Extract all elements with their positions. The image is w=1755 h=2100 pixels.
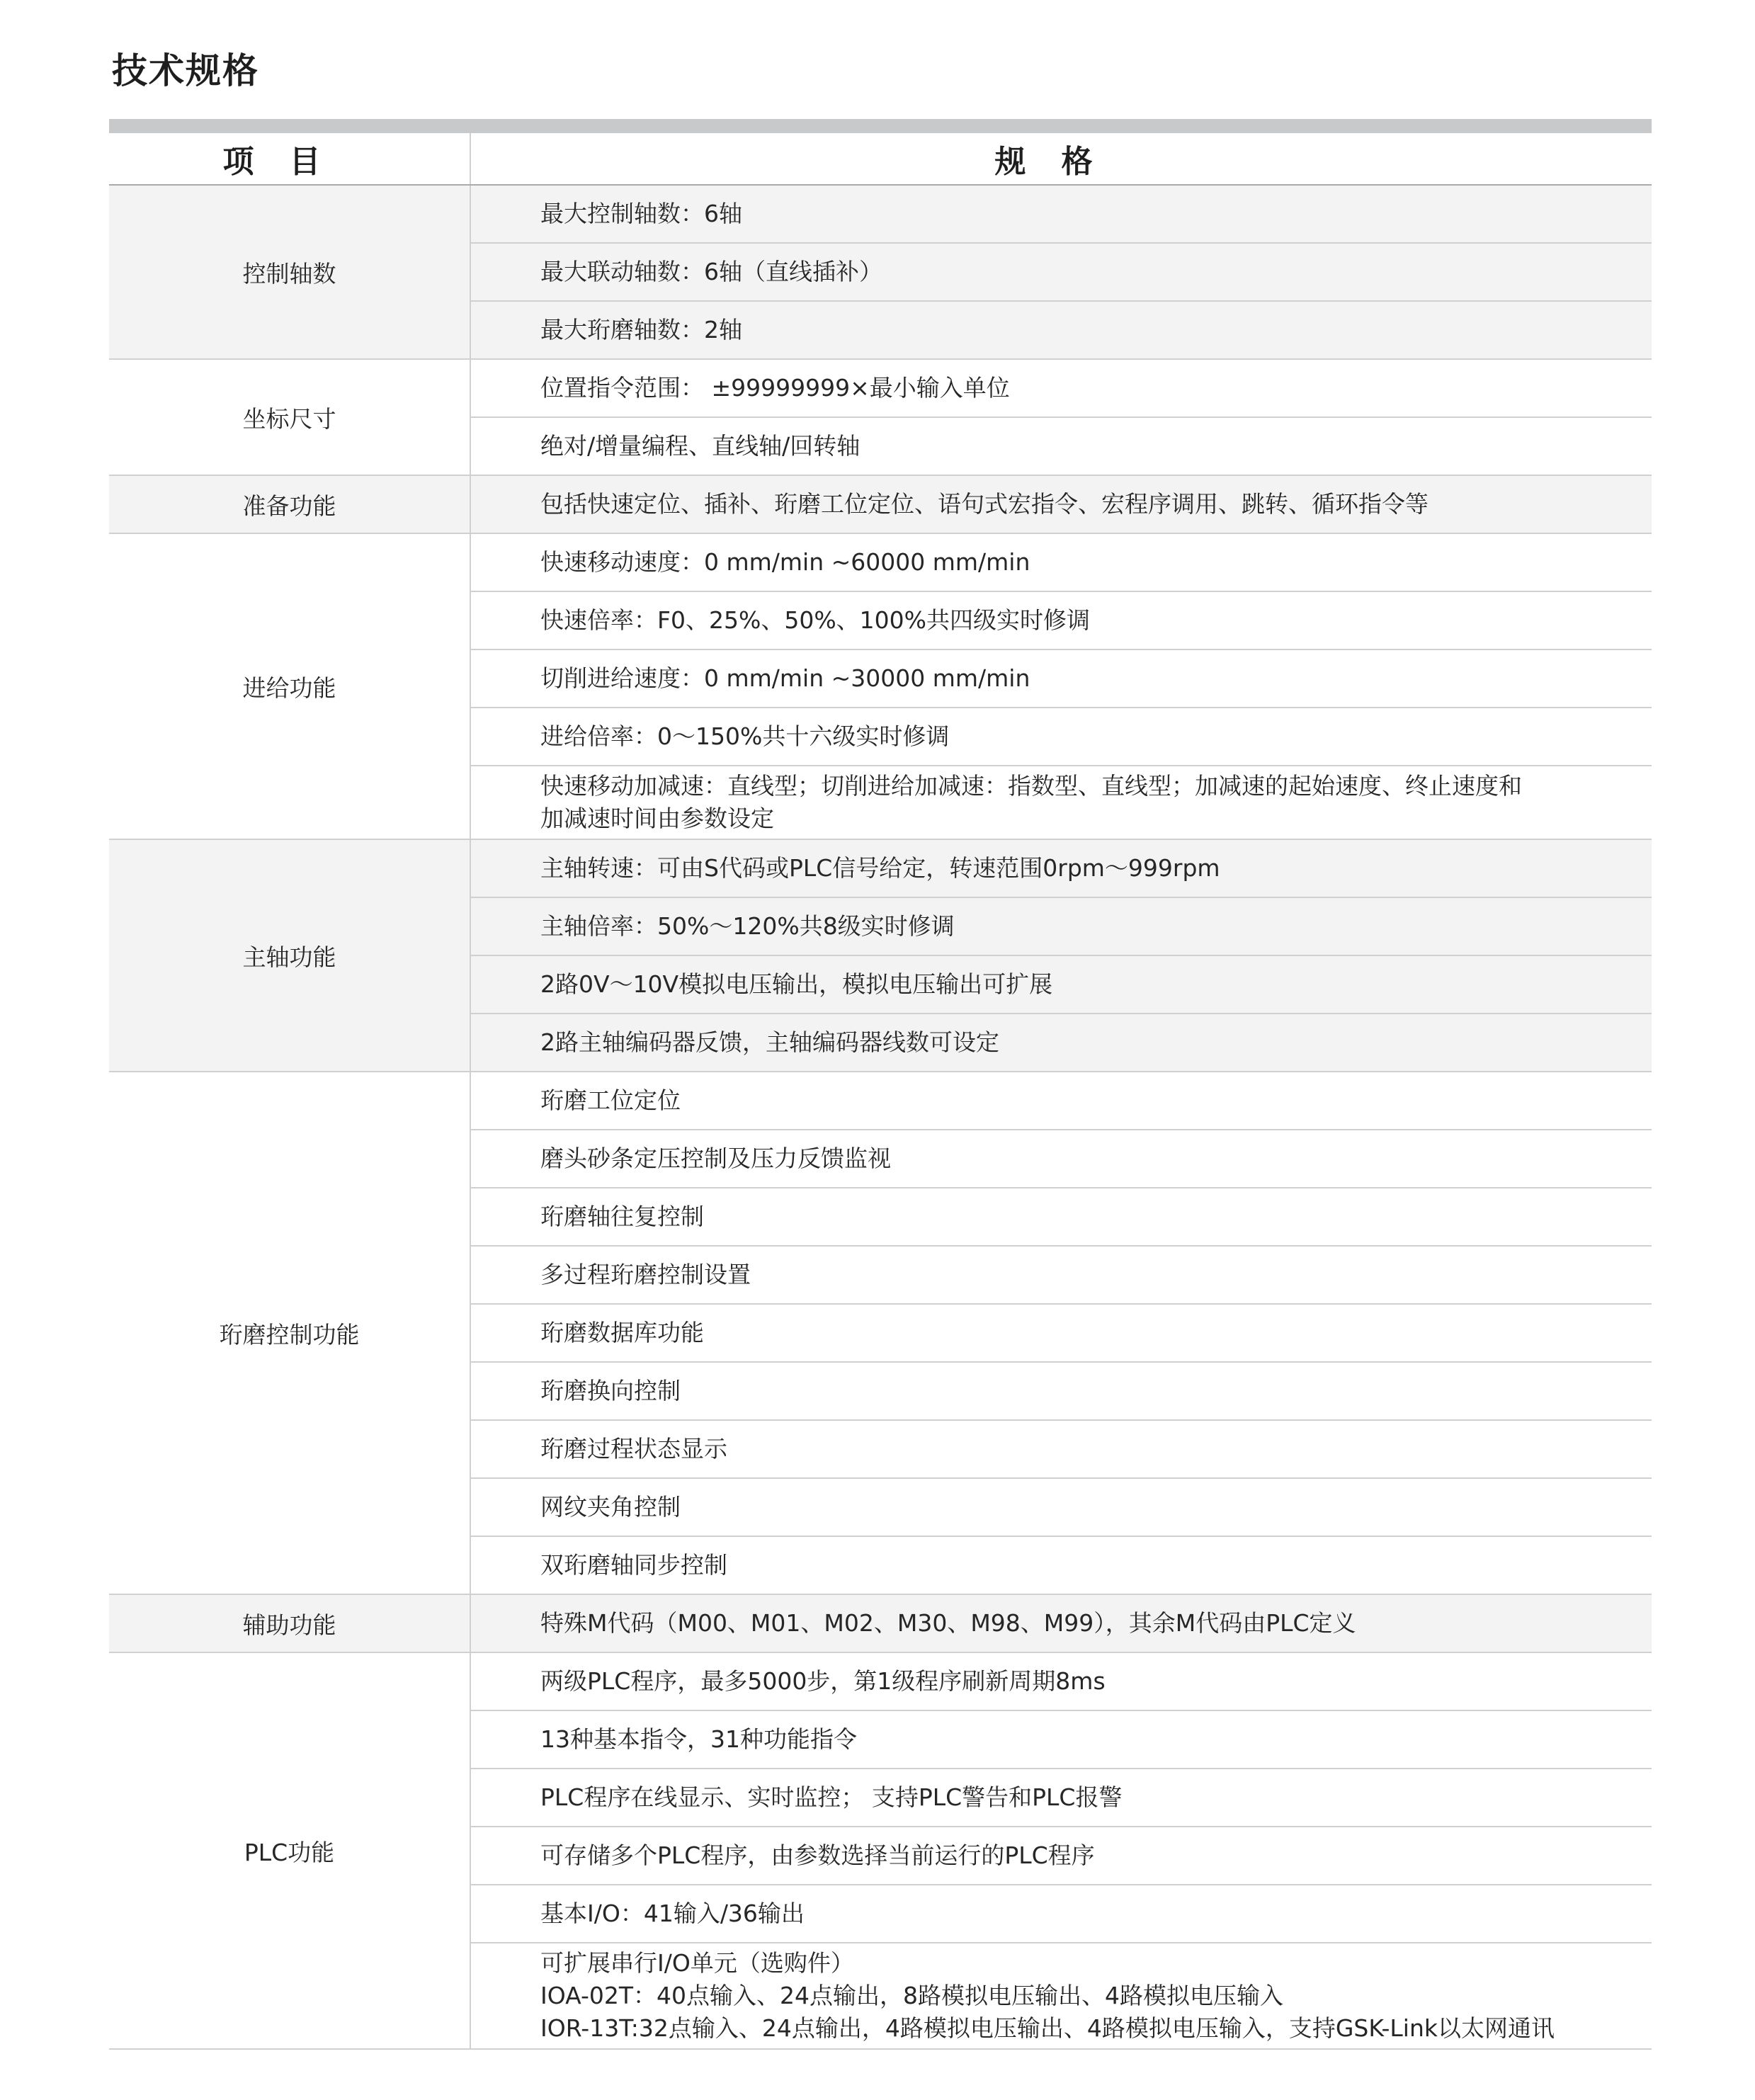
spec-cell <box>470 301 1652 359</box>
spec-cell <box>470 1246 1652 1304</box>
spec-cell <box>470 475 1652 533</box>
spec-cell <box>470 1420 1652 1478</box>
table-header-row <box>109 133 1652 185</box>
spec-text: 最大联动轴数：6轴（直线插补） <box>540 258 882 285</box>
table-row <box>109 839 1652 897</box>
spec-text: 2路0V～10V模拟电压输出，模拟电压输出可扩展 <box>540 970 1053 998</box>
item-name-cell: 进给功能 <box>109 533 470 839</box>
spec-cell <box>470 1478 1652 1536</box>
spec-text: 包括快速定位、插补、珩磨工位定位、语句式宏指令、宏程序调用、跳转、循环指令等 <box>540 490 1429 518</box>
header-rule <box>109 119 1652 133</box>
item-name-cell: PLC功能 <box>109 1652 470 2049</box>
spec-text: 切削进给速度：0 mm/min ~30000 mm/min <box>540 664 1030 692</box>
item-name-cell: 准备功能 <box>109 475 470 533</box>
spec-cell <box>470 897 1652 955</box>
spec-text: 两级PLC程序，最多5000步，第1级程序刷新周期8ms <box>540 1667 1106 1695</box>
spec-table-body <box>109 185 1652 2049</box>
table-row <box>109 1594 1652 1652</box>
spec-table <box>109 133 1652 2050</box>
table-row <box>109 475 1652 533</box>
spec-cell <box>470 417 1652 475</box>
page-title: 技术规格 <box>112 50 259 91</box>
spec-text: 位置指令范围： ±99999999×最小输入单位 <box>540 374 1010 402</box>
spec-cell <box>470 1943 1652 2049</box>
item-name-cell: 珩磨控制功能 <box>109 1072 470 1594</box>
spec-cell <box>470 185 1652 243</box>
spec-cell <box>470 649 1652 708</box>
spec-text: 基本I/O：41输入/36输出 <box>540 1900 805 1927</box>
table-row <box>109 185 1652 243</box>
spec-text: IOA-02T：40点输入、24点输出，8路模拟电压输出、4路模拟电压输入 <box>540 1982 1284 2009</box>
spec-cell <box>470 1827 1652 1885</box>
spec-cell <box>470 359 1652 417</box>
spec-cell <box>470 839 1652 897</box>
spec-text: 快速倍率：F0、25%、50%、100%共四级实时修调 <box>540 606 1091 634</box>
spec-text: 珩磨过程状态显示 <box>540 1435 727 1463</box>
spec-cell <box>470 1885 1652 1943</box>
spec-text: 主轴转速：可由S代码或PLC信号给定，转速范围0rpm～999rpm <box>540 854 1220 882</box>
item-name-cell: 辅助功能 <box>109 1594 470 1652</box>
spec-text: 双珩磨轴同步控制 <box>540 1551 727 1579</box>
spec-text: 磨头砂条定压控制及压力反馈监视 <box>540 1145 891 1172</box>
spec-cell <box>470 1130 1652 1188</box>
spec-text: 加减速时间由参数设定 <box>540 805 774 832</box>
spec-text: 珩磨轴往复控制 <box>540 1203 704 1230</box>
spec-cell <box>470 766 1652 839</box>
spec-cell <box>470 1652 1652 1710</box>
spec-text: 可存储多个PLC程序，由参数选择当前运行的PLC程序 <box>540 1841 1095 1869</box>
spec-cell <box>470 1536 1652 1594</box>
spec-text: 最大珩磨轴数：2轴 <box>540 316 742 344</box>
spec-cell <box>470 708 1652 766</box>
table-row <box>109 1072 1652 1130</box>
table-row <box>109 1652 1652 1710</box>
spec-text: 2路主轴编码器反馈，主轴编码器线数可设定 <box>540 1028 999 1056</box>
table-row <box>109 533 1652 591</box>
column-header-spec: 规格 <box>470 133 1652 185</box>
spec-text: 多过程珩磨控制设置 <box>540 1261 751 1288</box>
spec-cell <box>470 1362 1652 1420</box>
column-header-item: 项目 <box>109 133 470 185</box>
spec-text: 最大控制轴数：6轴 <box>540 200 742 227</box>
spec-cell <box>470 1769 1652 1827</box>
spec-text: 绝对/增量编程、直线轴/回转轴 <box>540 432 861 460</box>
spec-text: 快速移动速度：0 mm/min ~60000 mm/min <box>540 548 1030 576</box>
spec-cell <box>470 1304 1652 1362</box>
spec-text: 快速移动加减速：直线型；切削进给加减速：指数型、直线型；加减速的起始速度、终止速度和 <box>540 772 1522 800</box>
item-name-cell: 主轴功能 <box>109 839 470 1072</box>
spec-text: 13种基本指令，31种功能指令 <box>540 1725 857 1753</box>
spec-text: 珩磨工位定位 <box>540 1086 681 1114</box>
spec-cell <box>470 955 1652 1014</box>
spec-text: 网纹夹角控制 <box>540 1493 681 1521</box>
spec-cell <box>470 591 1652 649</box>
spec-cell <box>470 1594 1652 1652</box>
spec-text: 主轴倍率：50%～120%共8级实时修调 <box>540 912 955 940</box>
spec-cell <box>470 533 1652 591</box>
spec-cell <box>470 1188 1652 1246</box>
item-name-cell: 坐标尺寸 <box>109 359 470 475</box>
spec-text: 珩磨数据库功能 <box>540 1319 704 1346</box>
spec-cell <box>470 1710 1652 1769</box>
spec-cell <box>470 243 1652 301</box>
spec-text: 珩磨换向控制 <box>540 1377 681 1404</box>
spec-text: 特殊M代码（M00、M01、M02、M30、M98、M99），其余M代码由PLC定义 <box>540 1609 1356 1637</box>
item-name-cell: 控制轴数 <box>109 185 470 359</box>
spec-text: 进给倍率：0～150%共十六级实时修调 <box>540 722 950 750</box>
spec-cell <box>470 1014 1652 1072</box>
table-row <box>109 359 1652 417</box>
spec-cell <box>470 1072 1652 1130</box>
spec-text: 可扩展串行I/O单元（选购件） <box>540 1949 854 1977</box>
spec-text: PLC程序在线显示、实时监控； 支持PLC警告和PLC报警 <box>540 1783 1123 1811</box>
spec-text: IOR-13T:32点输入、24点输出，4路模拟电压输出、4路模拟电压输入，支持GSK-Link以太网通讯 <box>540 2014 1555 2042</box>
